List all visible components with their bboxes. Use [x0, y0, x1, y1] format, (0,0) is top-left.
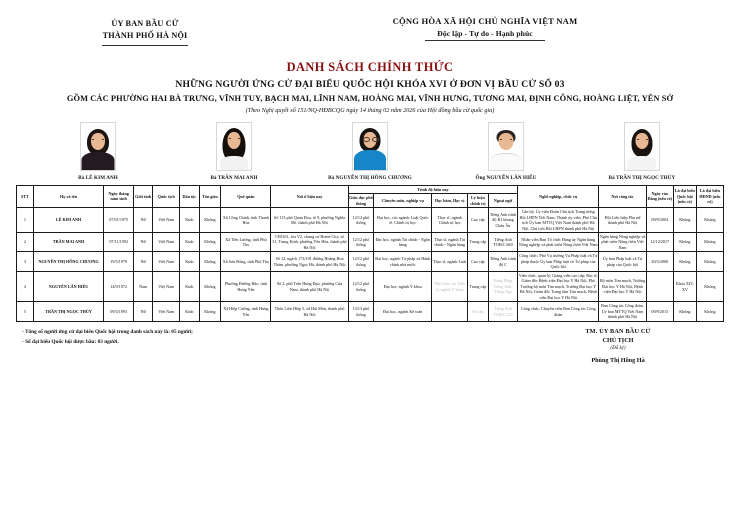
col-workplace: Nơi công tác [599, 185, 647, 207]
table-row [17, 302, 724, 321]
cell-politics: Cao cấp [468, 252, 489, 271]
cell-academic: Thạc sĩ, ngành Luật [432, 252, 468, 271]
col-stt: STT [17, 185, 34, 207]
cell-expertise: Đại học, ngành Y khoa [374, 271, 432, 301]
cell-gender: Nữ [133, 208, 152, 233]
candidate-photo-caption: Bà TRẦN THỊ NGỌC THÚY [608, 174, 676, 181]
cell-pc-deputy: Không [696, 208, 723, 233]
col-politics: Lý luận chính trị [468, 194, 489, 208]
cell-stt: 4 [17, 271, 34, 301]
portrait-frame [488, 122, 524, 171]
cell-religion: Không [199, 252, 221, 271]
cell-education: 12/12 phổ thông [348, 208, 374, 233]
cell-party-date [646, 271, 673, 301]
cell-politics: Cao cấp [468, 208, 489, 233]
cell-stt: 2 [17, 232, 34, 251]
cell-workplace: Hội Liên hiệp Phụ nữ thành phố Hà Nội [599, 208, 647, 233]
col-expertise: Chuyên môn, nghiệp vụ [374, 194, 432, 208]
table-header-row-1 [17, 185, 724, 193]
cell-ethnicity: Kinh [180, 208, 199, 233]
col-party-date: Ngày vào Đảng (nếu có) [646, 185, 673, 207]
cell-expertise: Đại học, ngành Tư pháp và Hành chính nhà nước [374, 252, 432, 271]
cell-language: Tiếng Anh TOEIC 660 [488, 232, 518, 251]
cell-dob: 07/11/1992 [104, 232, 134, 251]
cell-dob: 14/9/1972 [104, 271, 134, 301]
document-footer [0, 322, 740, 364]
cell-nationality: Việt Nam [153, 232, 180, 251]
cell-hometown: Xã Công Chính, tỉnh Thanh Hóa [221, 208, 271, 233]
portrait-frame [352, 122, 388, 171]
cell-expertise: Đại học, ngành Tài chính - Ngân hàng [374, 232, 432, 251]
cell-politics: Sơ cấp [468, 302, 489, 321]
page-subtitle: NHỮNG NGƯỜI ỨNG CỬ ĐẠI BIỂU QUỐC HỘI KHÓA XVI Ở ĐƠN VỊ BẦU CỬ SỐ 03 [175, 78, 565, 90]
cell-name: TRẦN THỊ NGỌC THÚY [33, 302, 104, 321]
cell-residence: CH1611, tòa V2, chung cư Home City, số 31, Trung Kính, phường Yên Hòa, thành phố Hà Nội [272, 233, 347, 250]
cell-name: LÊ KIM ANH [33, 208, 104, 233]
cell-na-deputy: Khóa XIV, XV [673, 271, 696, 301]
cell-dob: 09/3/1993 [104, 302, 134, 321]
cell-pc-deputy: Không [696, 302, 723, 321]
document-header [0, 0, 740, 46]
signature-name: Phùng Thị Hồng Hà [591, 356, 645, 364]
cell-ethnicity: Kinh [180, 302, 199, 321]
signature-role: CHỦ TỊCH [602, 336, 634, 344]
cell-nationality: Việt Nam [153, 271, 180, 301]
candidate-photo-5 [584, 122, 700, 181]
cell-gender: Nam [133, 271, 152, 301]
table-row [17, 232, 724, 251]
authority-underline [102, 45, 188, 46]
cell-residence: Số 113 phố Quan Hoa, tổ 9, phường Nghĩa Đô, thành phố Hà Nội [271, 208, 348, 233]
cell-ethnicity: Kinh [180, 271, 199, 301]
portrait-frame [80, 122, 116, 171]
candidate-photo-caption: Ông NGUYỄN LÂN HIẾU [475, 174, 537, 181]
col-dob: Ngày tháng năm sinh [104, 185, 134, 207]
col-pc-deputy: Là đại biểu HĐND (nếu có) [696, 185, 723, 207]
cell-workplace: Bộ môn Tim mạch, Trường Đại học Y Hà Nội; Bệnh viện Đại học Y Hà Nội [599, 271, 647, 301]
col-gender: Giới tính [133, 185, 152, 207]
cell-hometown: Phường Đường Hào, tỉnh Hưng Yên [221, 271, 271, 301]
cell-residence: Số 2, phố Trần Hưng Đạo, phường Cửa Nam, thành phố Hà Nội [271, 271, 348, 301]
candidate-photo-caption: Bà LÊ KIM ANH [78, 174, 118, 181]
cell-nationality: Việt Nam [153, 208, 180, 233]
summary-notes [22, 328, 518, 364]
note-total-candidates: - Tổng số người ứng cử đại biểu Quốc hội trong danh sách này là: 05 người; [22, 328, 193, 335]
national-heading [260, 16, 710, 46]
cell-dob: 19/5/1979 [104, 252, 134, 271]
cell-workplace: Ban Công tác Công đoàn, Ủy ban MTTQ Việt Nam thành phố Hà Nội [599, 302, 647, 321]
cell-pc-deputy: Không [696, 232, 723, 251]
candidate-photo-4 [448, 122, 564, 181]
col-residence: Nơi ở hiện nay [271, 185, 348, 207]
cell-gender: Nữ [133, 252, 152, 271]
candidate-photo-strip [0, 114, 740, 181]
portrait-frame [216, 122, 252, 171]
candidate-photo-2 [176, 122, 292, 181]
cell-na-deputy: Không [673, 232, 696, 251]
col-ethnicity: Dân tộc [180, 185, 199, 207]
page-title: DANH SÁCH CHÍNH THỨC [286, 59, 454, 74]
issuing-authority [30, 16, 260, 46]
cell-na-deputy: Không [673, 252, 696, 271]
col-language: Ngoại ngữ [488, 194, 518, 208]
cell-stt: 5 [17, 302, 34, 321]
cell-ethnicity: Kinh [180, 232, 199, 251]
cell-religion: Không [199, 271, 221, 301]
cell-residence: Số 12, ngách 173/191 đường Hoàng Hoa Thám, phường Ngọc Hà, thành phố Hà Nội [271, 252, 348, 271]
cell-residence: Thôn Liên Hiệp 5, xã Hát Môn, thành phố Hà Nội [271, 302, 348, 321]
cell-hometown: Xã Hiệp Cường, tỉnh Hưng Yên [221, 302, 271, 321]
portrait-frame [624, 122, 660, 171]
cell-na-deputy: Không [673, 208, 696, 233]
table-row [17, 208, 724, 233]
cell-party-date: 12/12/2017 [646, 232, 673, 251]
resolution-note: (Theo Nghị quyết số 151/NQ-HĐBCQG ngày 14 tháng 02 năm 2026 của Hội đồng bầu cử quốc gia) [245, 106, 495, 114]
candidate-photo-caption: Bà TRẦN MAI ANH [210, 174, 258, 181]
motto-underline [425, 40, 545, 41]
authority-line-1: ỦY BAN BẦU CỬ [111, 19, 179, 28]
cell-ethnicity: Kinh [180, 252, 199, 271]
candidate-table [16, 185, 724, 322]
candidate-photo-1 [40, 122, 156, 181]
col-religion: Tôn giáo [199, 185, 221, 207]
cell-academic [432, 302, 468, 321]
cell-education: 12/12 phổ thông [348, 232, 374, 251]
cell-job: Công chức; Phó Vụ trưởng Vụ Pháp luật và Tư pháp thuộc Ủy ban Pháp luật và Tư pháp của Quốc hội [519, 253, 598, 270]
authority-line-2: THÀNH PHỐ HÀ NỘI [102, 31, 188, 41]
cell-party-date: 20/3/2006 [646, 252, 673, 271]
note-seats-elected: - Số đại biểu Quốc hội được bầu: 03 người. [22, 338, 119, 345]
cell-language: Tiếng Anh trình độ C [488, 252, 518, 271]
cell-language: Tiếng Pháp, Tiếng Anh, Tiếng Nga [488, 271, 518, 301]
col-education: Giáo dục phổ thông [349, 195, 373, 206]
cell-expertise: Đại học, các ngành: Luật Quốc tế, Chính trị học [374, 208, 432, 233]
col-academic: Học hàm, Học vị [432, 194, 468, 208]
cell-expertise: Đại học, ngành Kế toán [374, 302, 432, 321]
col-name: Họ và tên [33, 185, 104, 207]
table-row [17, 271, 724, 301]
cell-job: Công chức; Chuyên viên Ban Công tác Công đoàn [518, 302, 599, 321]
ward-list: GỒM CÁC PHƯỜNG HAI BÀ TRƯNG, VĨNH TUY, BẠCH MAI, LĨNH NAM, HOÀNG MAI, VĨNH HƯNG, TƯƠNG MAI, ĐỊNH CÔNG, HOÀNG LIỆT, YÊN SỞ [66, 93, 674, 103]
cell-workplace: Ủy ban Pháp luật và Tư pháp của Quốc hội [599, 252, 647, 271]
candidate-photo-3 [312, 122, 428, 181]
cell-language: Tiếng Anh TOEIC 225 [488, 302, 518, 321]
cell-education: 12/12 phổ thông [348, 252, 374, 271]
cell-education: 12/12 phổ thông [348, 271, 374, 301]
cell-education: 13/13 phổ thông [348, 302, 374, 321]
col-nationality: Quốc tịch [153, 185, 180, 207]
country-name: CỘNG HÒA XÃ HỘI CHỦ NGHĨA VIỆT NAM [392, 16, 578, 26]
cell-job: Nhân viên Ban Tổ chức Đảng ủy Ngân hàng Nông nghiệp và phát triển Nông thôn Việt Nam [518, 232, 599, 251]
cell-nationality: Việt Nam [153, 302, 180, 321]
cell-stt: 3 [17, 252, 34, 271]
cell-nationality: Việt Nam [153, 252, 180, 271]
cell-hometown: Xã Tiên Lương, tỉnh Phú Thọ [221, 232, 271, 251]
cell-religion: Không [199, 302, 221, 321]
cell-dob: 07/01/1975 [104, 208, 134, 233]
signature-signed-note: (Đã ký) [610, 345, 626, 351]
cell-politics: Trung cấp [468, 271, 489, 301]
cell-pc-deputy: Không [696, 252, 723, 271]
candidate-table-container [0, 181, 740, 322]
cell-name: TRẦN MAI ANH [33, 232, 104, 251]
col-hometown: Quê quán [221, 185, 271, 207]
cell-party-date: 09/9/2015 [646, 302, 673, 321]
col-group-current-level: Trình độ hiện nay [348, 185, 518, 193]
signature-block [518, 328, 718, 364]
cell-pc-deputy: Không [696, 271, 723, 301]
cell-religion: Không [199, 208, 221, 233]
cell-job: Cán bộ, Ủy viên Đoàn Chủ tịch Trung ương Hội LHPN Việt Nam; Thành ủy viên, Phó Chủ tịch Ủy ban MTTQ Việt Nam thành phố Hà Nội, Chủ tịch Hội LHPN thành phố Hà Nội [519, 209, 597, 231]
col-na-deputy: Là đại biểu Quốc hội (nếu có) [673, 185, 696, 207]
cell-gender: Nữ [133, 302, 152, 321]
candidate-photo-caption: Bà NGUYỄN THỊ HỒNG CHƯƠNG [328, 174, 412, 181]
cell-academic: Thạc sĩ, ngành Tài chính - Ngân hàng [432, 232, 468, 251]
cell-language: Tiếng Anh trình độ B1 khung Châu Âu [488, 208, 518, 233]
cell-academic: Thạc sĩ, ngành Chính trị học [432, 208, 468, 233]
cell-religion: Không [199, 232, 221, 251]
cell-academic: Phó Giáo sư; Tiến sĩ, ngành Y khoa [432, 271, 468, 301]
cell-workplace: Ngân hàng Nông nghiệp và phát triển Nông thôn Việt Nam [599, 233, 646, 250]
cell-name: NGUYỄN LÂN HIẾU [33, 271, 104, 301]
cell-job: Viên chức, quản lý; Giảng viên cao cấp; Bác sĩ; Giám đốc Bệnh viện Đại học Y Hà Nội, Phó Trưởng bộ môn Tim mạch, Trưởng Đại học Y Hà Nội; Giám đốc Trung tâm Tim mạch, Bệnh viện Đại học Y Hà Nội [518, 272, 598, 300]
document-titles [0, 60, 740, 114]
cell-politics: Trung cấp [468, 232, 489, 251]
cell-hometown: Xã Sơn Đông, tỉnh Phú Thọ [221, 252, 271, 271]
cell-party-date: 08/9/2004 [646, 208, 673, 233]
cell-stt: 1 [17, 208, 34, 233]
table-row [17, 252, 724, 271]
national-motto: Độc lập - Tự do - Hạnh phúc [437, 29, 533, 38]
col-job: Nghề nghiệp, chức vụ [518, 185, 599, 207]
cell-na-deputy: Không [673, 302, 696, 321]
cell-gender: Nữ [133, 232, 152, 251]
cell-name: NGUYỄN THỊ HỒNG CHƯƠNG [33, 252, 104, 271]
signature-authority: TM. ỦY BAN BẦU CỬ [585, 327, 651, 335]
